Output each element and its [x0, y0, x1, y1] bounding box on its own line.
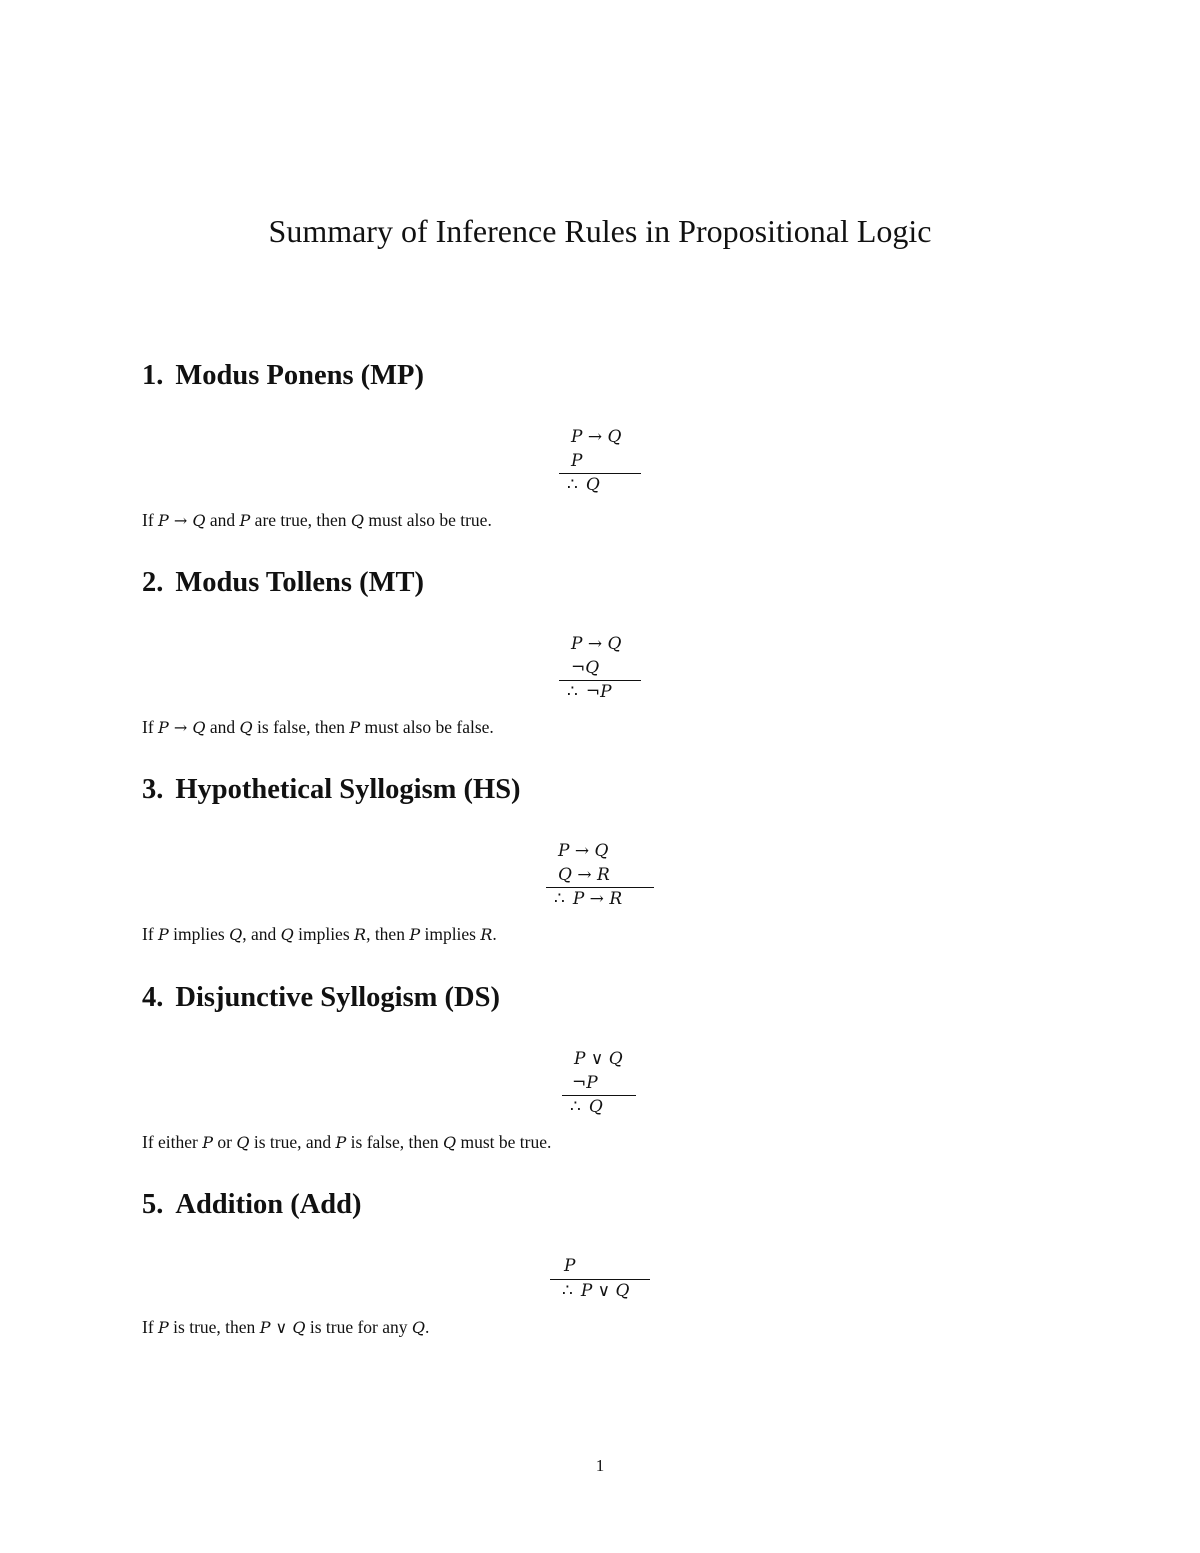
rule-name: Modus Tollens (MT) — [175, 567, 425, 598]
premise: P ∨ Q — [574, 1049, 623, 1069]
document-title: Summary of Inference Rules in Propositional Logic — [268, 213, 932, 249]
derivation — [559, 633, 641, 705]
premise: P → Q — [571, 427, 622, 447]
rule-name: Addition (Add) — [175, 1189, 362, 1220]
therefore-icon: ∴ — [567, 682, 578, 702]
premise: P → Q — [571, 634, 622, 654]
derivation — [559, 426, 641, 498]
rule-explanation: If either P or Q is true, and P is false, then Q must be true. — [142, 1132, 552, 1152]
rule-name: Modus Ponens (MP) — [175, 360, 424, 391]
rule-explanation: If P is true, then P ∨ Q is true for any Q. — [142, 1317, 430, 1337]
rule-number: 2. — [142, 567, 164, 598]
derivation — [562, 1048, 636, 1120]
rule-number: 5. — [142, 1189, 164, 1220]
premise: P — [564, 1256, 576, 1276]
conclusion: ∴ ¬P — [567, 682, 612, 702]
rule-name: Disjunctive Syllogism (DS) — [175, 982, 500, 1013]
rule-heading — [142, 1187, 1062, 1223]
rule-disjunctive-syllogism — [142, 980, 1062, 1152]
premise: P → Q — [558, 841, 609, 861]
rule-explanation: If P implies Q, and Q implies R, then P implies R. — [142, 924, 497, 944]
therefore-icon: ∴ — [570, 1097, 581, 1117]
rule-heading — [142, 772, 1062, 808]
rule-heading — [142, 358, 1062, 394]
therefore-icon: ∴ — [554, 889, 565, 909]
rule-addition — [142, 1187, 1062, 1337]
page-number: 1 — [595, 1456, 605, 1475]
derivation — [546, 840, 654, 912]
therefore-icon: ∴ — [562, 1280, 573, 1301]
rule-explanation: If P → Q and Q is false, then P must also be false. — [142, 717, 494, 737]
conclusion: ∴ P ∨ Q — [562, 1280, 630, 1301]
derivation — [550, 1255, 650, 1303]
rule-heading — [142, 565, 1062, 601]
therefore-icon: ∴ — [567, 475, 578, 495]
rule-number: 1. — [142, 360, 164, 391]
rule-number: 4. — [142, 982, 164, 1013]
rule-modus-ponens — [142, 358, 1062, 530]
premise: ¬P — [572, 1072, 598, 1093]
rule-hypothetical-syllogism — [142, 772, 1062, 944]
premise: P — [571, 450, 583, 471]
conclusion: ∴ P → R — [554, 889, 623, 909]
rule-modus-tollens — [142, 565, 1062, 737]
conclusion: ∴ Q — [570, 1097, 603, 1117]
conclusion: ∴ Q — [567, 475, 600, 495]
rule-explanation: If P → Q and P are true, then Q must also be true. — [142, 510, 492, 530]
rule-heading — [142, 980, 1062, 1016]
rule-name: Hypothetical Syllogism (HS) — [175, 774, 521, 805]
premise: ¬Q — [571, 657, 600, 678]
premise: Q → R — [558, 864, 610, 885]
rule-number: 3. — [142, 774, 164, 805]
